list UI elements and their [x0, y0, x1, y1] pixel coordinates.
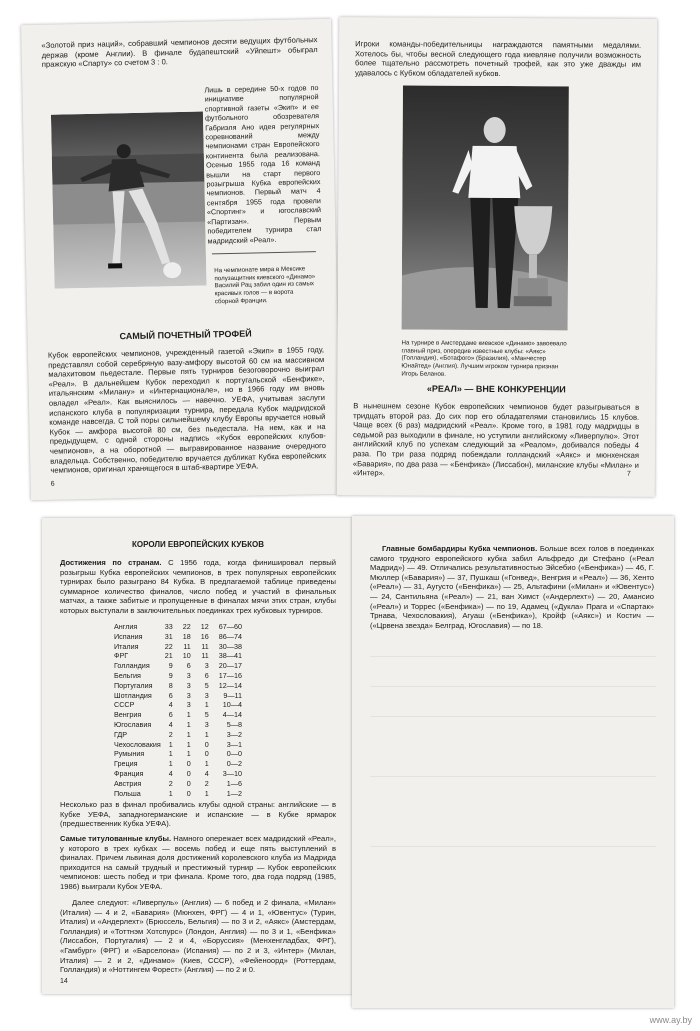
table-row: [114, 779, 252, 789]
page6-body: Кубок европейских чемпионов, учрежденный газетой «Экип» в 1955 году, представлял собой серебряную вазу-амфору высотой 60 см на массивном малахитовом пьедестале. Первые пять турниров безоговорочно выиграл «Реал». В дальнейшем Кубок переходил к португальской «Бенфике», итальянским «Милану» и «Интернационале», но в 1966 году им вновь овладел «Реал». Как выяснилось — навечно. УЕФА, учитывая заслуги испанского клуба в популяризации турнира, передала Кубок мадридской команде навсегда. С той поры сильнейшему клубу Европы вручается новый Кубок — амфора высотой 80 см, без пьедестала. На нем, как и на предыдущем, с одной стороны надпись «Кубок европейских клубов-чемпионов», а на оборотной — выгравированное название очередного владельца. Собственно, победителю вручается дубликат Кубка европейских чемпионов, оригинал хранящегося в штаб-квартире УЕФА.: [47, 345, 327, 475]
table-cell: 3—10: [222, 768, 242, 778]
show-through-line: [370, 776, 656, 777]
table-cell: 0: [186, 768, 191, 778]
table-cell: 1: [168, 739, 173, 749]
table-row: [114, 700, 252, 710]
scorers-text: Больше всех голов в поединках самого трудного европейского кубка забил Альфредо ди Стефано («Реал Мадрид») — 49. Отличались результативностью Эйсебио («Бенфика») — 46, Г. Мюллер («Бавария») — 37, Пушкаш («Гонвед», Венгрия и «Реал») — 36, Хенто («Реал») — 31, Аугусто («Бенфика») — 25, Альтафини («Милан» и «Ювентус») — 24, Сантильяна («Реал») — 21, ван Химст («Андерлехт») — 20, Амансио («Реал») и Торрес («Бенфика») — по 19, Адамец («Дукла» Прага и «Спартак» Трнава, Чехословакия), Агуаш («Бенфика»), Кройф («Аякс») и Костич — («Црвена звезда» Белград, Югославия) — по 18.: [370, 544, 655, 630]
table-row: [114, 691, 252, 701]
table-cell: 5—8: [226, 719, 242, 729]
table-cell: 11: [183, 641, 191, 651]
table-cell: 3: [186, 680, 191, 690]
table-cell: 1: [204, 729, 209, 739]
table-cell: 6: [168, 710, 173, 720]
table-cell: 1: [204, 759, 209, 769]
photo-caption: На чемпионате мира в Мексике полузащитник киевского «Динамо» Василий Рац забил один из самых красивых голов — в ворота сборной Франции.: [214, 265, 316, 305]
country-name: Голландия: [114, 661, 150, 671]
table-cell: 10—4: [222, 700, 242, 710]
table-cell: 9: [168, 670, 173, 680]
table-cell: 6: [186, 661, 191, 671]
page6-top-text: «Золотой приз наций», собравший чемпионов десяти ведущих футбольных держав (кроме Англии). В финале будапештский «Уйпешт» обыграл пражскую «Спарту» со счетом 3 : 0.: [41, 35, 318, 70]
country-name: Англия: [114, 622, 138, 631]
table-cell: 9: [168, 661, 173, 671]
table-cell: 1: [186, 710, 191, 720]
table-cell: 1—6: [226, 778, 242, 788]
table-cell: 4: [168, 700, 173, 710]
table-cell: 4: [168, 768, 173, 778]
table-cell: 1: [186, 719, 191, 729]
scorers-paragraph: [370, 544, 654, 630]
table-cell: 3: [186, 690, 191, 700]
watermark: www.ay.by: [649, 1015, 692, 1025]
table-row: [114, 740, 252, 750]
table-cell: 4: [168, 719, 173, 729]
table-cell: 0—2: [226, 759, 242, 769]
table-cell: 22: [182, 622, 191, 631]
table-cell: 0: [186, 788, 191, 798]
table-cell: 1: [186, 739, 191, 749]
table-row: [114, 720, 252, 730]
table-cell: 1: [186, 749, 191, 759]
country-name: ГДР: [114, 729, 128, 739]
table-cell: 21: [164, 651, 173, 661]
show-through-line: [370, 716, 656, 717]
table-cell: 0: [186, 778, 191, 788]
table-cell: 9—11: [223, 690, 242, 700]
country-name: Чехословакия: [114, 739, 161, 749]
titled-paragraph: [60, 834, 336, 892]
table-cell: 22: [164, 641, 173, 651]
table-row: [114, 769, 252, 779]
table-cell: 4—14: [222, 710, 242, 720]
country-name: Польша: [114, 788, 141, 798]
table-cell: 31: [164, 631, 173, 641]
table-row: [114, 642, 252, 652]
page7-top-text: Игроки команды-победительницы награждаются памятными медалями. Хотелось бы, чтобы весной следующего года киевляне получили возможность более тщательно рассмотреть почетный трофей, как это уже дважды им удавалось с Кубком обладателей кубков.: [354, 39, 642, 78]
country-name: СССР: [114, 700, 135, 710]
table-cell: 30—38: [218, 641, 242, 651]
section-title: КОРОЛИ ЕВРОПЕЙСКИХ КУБКОВ: [131, 540, 264, 549]
table-cell: 3: [204, 719, 209, 729]
finals-note: Несколько раз в финал пробивались клубы одной страны: английские — в Кубке УЕФА, западногерманские и испанские — в Кубке ярмарок (предшественник Кубка УЕФА).: [60, 800, 336, 829]
country-name: Испания: [114, 631, 143, 641]
table-cell: 3—2: [226, 729, 242, 739]
table-cell: 3—1: [226, 739, 242, 749]
section-title: «РЕАЛ» — ВНЕ КОНКУРЕНЦИИ: [426, 383, 566, 395]
table-cell: 0: [204, 739, 209, 749]
country-name: Румыния: [114, 749, 145, 759]
countries-table: [114, 622, 252, 798]
table-row: [114, 749, 252, 759]
table-cell: 17—16: [218, 670, 242, 680]
table-cell: 6: [204, 670, 209, 680]
show-through-line: [370, 686, 656, 687]
table-cell: 86—74: [218, 631, 242, 641]
table-cell: 0: [186, 759, 191, 769]
countries-intro: [60, 558, 336, 616]
table-cell: 3: [204, 661, 209, 671]
titled-text: Намного опережает всех мадридский «Реал», у которого в трех кубках — восемь побед и еще пять выступлений в финалах. Причем львиная доля достижений королевского клуба из Мадрида приходится на самый трудный и престижный турнир — Кубок европейских чемпионов: шесть побед и три финала. Кроме того, два года подряд (1985, 1986) выиграли Кубок УЕФА.: [60, 834, 336, 891]
country-name: Греция: [114, 759, 138, 769]
table-cell: 5: [204, 680, 209, 690]
page-number: 7: [626, 470, 631, 478]
table-cell: 0: [204, 749, 209, 759]
table-cell: 8: [168, 680, 173, 690]
page7-body: В нынешнем сезоне Кубок европейских чемпионов будет разыгрываться в тридцать второй раз. До сих пор его обладателями становились 15 клубов. Чаще всех (6 раз) мадридский «Реал». Кроме того, в 1981 году мадридцы в седьмой раз выходили в финале, но уступили английскому «Ливерпулю». Этот английский клуб по успехам следующий за «Реалом», добивался победы 4 раза. По три раза подряд побеждали голландский «Аякс» и мюнхенская «Бавария», по два раза — «Бенфика» (Лиссабон), миланские клубы «Милан» и «Интер».: [352, 401, 640, 478]
table-cell: 18: [182, 631, 191, 641]
country-name: Австрия: [114, 778, 142, 788]
table-cell: 38—41: [218, 651, 242, 661]
page-number: 14: [60, 978, 68, 985]
page-7: [337, 17, 657, 497]
others-paragraph: Далее следуют: «Ливерпуль» (Англия) — 6 побед и 2 финала, «Милан» (Италия) — 4 и 2, «Бавария» (Мюнхен, ФРГ) — 4 и 1, «Ювентус» (Турин, Италия) и «Андерлехт» (Брюссель, Бельгия) — по 3 и 2, «Аякс» (Амстердам, Голландия) и «Тоттнэм Хотспурс» (Лондон, Англия) — по 3 и 1, «Бенфика» (Лиссабон, Португалия) — 2 и 4, «Боруссия» (Менхенгладбах, ФРГ), «Гамбург» (ФРГ) и «Барселона» (Испания) — по 2 и 3, «Интер» (Милан, Италия) — 2 и 2, «Динамо» (Киев, СССР), «Фейеноорд» (Роттердам, Голландия) и «Ноттингем Форест» (Англия) — по 2 и 0.: [60, 898, 336, 975]
page-14: [42, 518, 352, 994]
countries-text: С 1956 года, когда финишировал первый розыгрыш Кубка европейских чемпионов, в трех популярных европейских турнирах было разыграно 84 Кубка. В предлагаемой таблице приведены суммарное количество финалов, число побед и участий в финальных матчах, а также забитые и пропущенные в финалах мячи этих стран, клубы которых выступали в заключительных поединках трех кубковых турниров.: [60, 558, 336, 615]
country-name: Шотландия: [114, 690, 152, 700]
table-cell: 11: [201, 641, 209, 651]
table-cell: 3: [186, 670, 191, 680]
scorers-lead: Главные бомбардиры Кубка чемпионов.: [382, 544, 538, 553]
show-through-line: [370, 846, 656, 847]
table-cell: 1: [168, 788, 173, 798]
table-cell: 2: [168, 778, 173, 788]
table-row: [114, 681, 252, 691]
table-cell: 1: [168, 759, 173, 769]
table-cell: 5: [204, 710, 209, 720]
table-row: [114, 789, 252, 799]
table-row: [114, 671, 252, 681]
country-name: Бельгия: [114, 670, 141, 680]
table-row: [114, 661, 252, 671]
table-row: [114, 710, 252, 720]
country-name: Югославия: [114, 719, 152, 729]
trophy-caption: На турнире в Амстердаме киевское «Динамо» завоевало главный приз, опередив известные клубы: «Аякс» (Голландия), «Ботафого» (Бразилия), «Манчестер Юнайтед» (Англия). Лучшим игроком турнира признан Игорь Беланов.: [401, 339, 567, 378]
table-cell: 3: [186, 700, 191, 710]
table-cell: 11: [201, 651, 209, 661]
table-cell: 2: [168, 729, 173, 739]
table-cell: 10: [182, 651, 191, 661]
table-cell: 12—14: [218, 680, 242, 690]
table-row: [114, 759, 252, 769]
table-cell: 33: [164, 622, 173, 631]
page6-history-text: Лишь в середине 50-х годов по инициативе популярной спортивной газеты «Экип» и ее футбольного обозревателя Габриэля Ано идея регулярных соревнований между чемпионами стран Европейского континента была реализована. Осенью 1955 года 16 команд вышли на старт первого розыгрыша Кубка европейских чемпионов. Первый матч 4 сентября 1955 года провели «Спортинг» и югославский «Партизан». Первым победителем турнира стал мадридский «Реал».: [204, 83, 322, 245]
table-cell: 6: [168, 690, 173, 700]
table-row: [114, 622, 252, 632]
table-cell: 1: [204, 788, 209, 798]
country-name: Португалия: [114, 680, 153, 690]
table-cell: 1—2: [226, 788, 242, 798]
table-cell: 20—17: [218, 661, 242, 671]
page-6: [21, 19, 341, 500]
country-name: ФРГ: [114, 651, 129, 661]
table-cell: 67—60: [218, 622, 242, 631]
table-cell: 1: [168, 749, 173, 759]
show-through-line: [370, 656, 656, 657]
page-number: 6: [50, 480, 55, 488]
table-row: [114, 730, 252, 740]
country-name: Венгрия: [114, 710, 142, 720]
table-cell: 1: [204, 700, 209, 710]
table-cell: 3: [204, 690, 209, 700]
trophy-photo: [402, 86, 569, 331]
countries-lead: Достижения по странам.: [60, 558, 162, 567]
page-15: [352, 516, 674, 1008]
table-cell: 12: [200, 622, 209, 631]
table-cell: 2: [204, 778, 209, 788]
country-name: Франция: [114, 768, 144, 778]
footballer-photo: [51, 112, 207, 289]
country-name: Италия: [114, 641, 139, 651]
caption-rule: [212, 251, 316, 254]
titled-lead: Самые титулованные клубы.: [60, 834, 172, 843]
table-row: [114, 651, 252, 661]
table-cell: 4: [204, 768, 209, 778]
table-cell: 0—0: [226, 749, 242, 759]
table-cell: 1: [186, 729, 191, 739]
table-row: [114, 632, 252, 642]
section-title: САМЫЙ ПОЧЕТНЫЙ ТРОФЕЙ: [119, 328, 252, 342]
table-cell: 16: [200, 631, 209, 641]
